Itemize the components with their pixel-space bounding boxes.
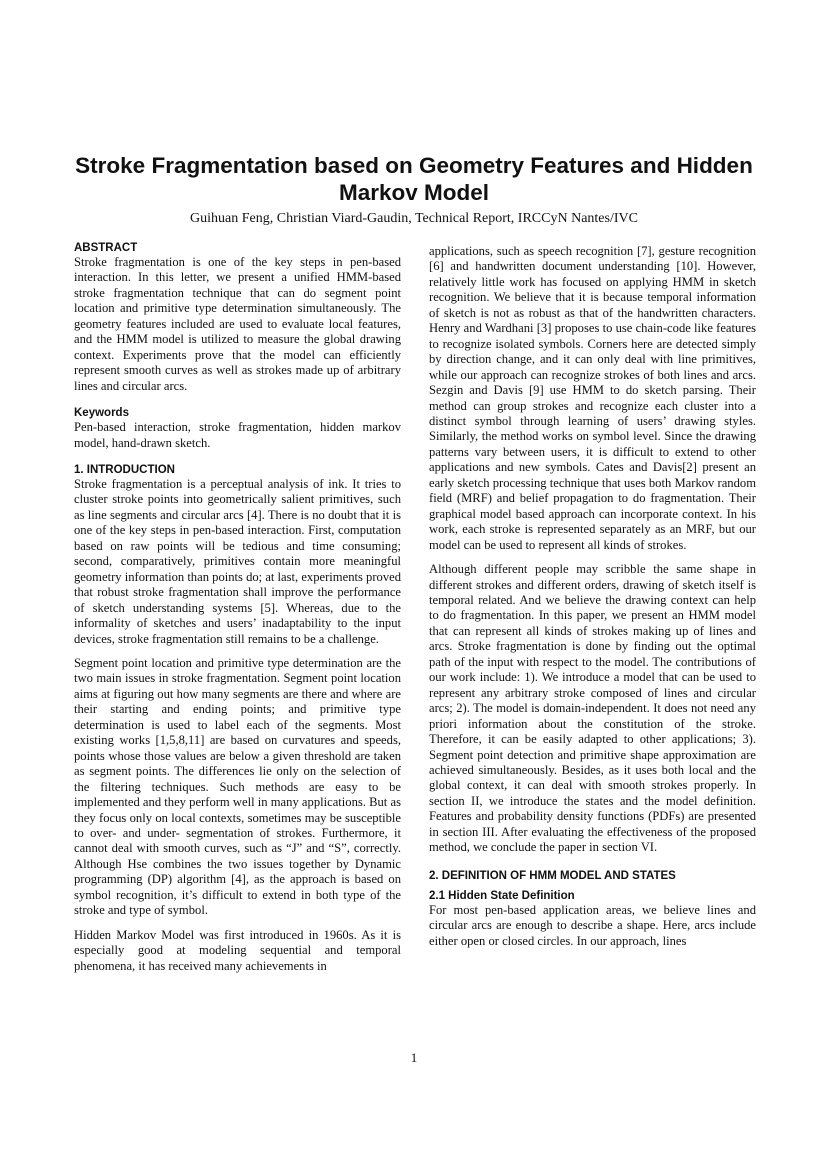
paper-title: Stroke Fragmentation based on Geometry Features and Hidden Markov Model [75,153,753,205]
body-paragraph: Although different people may scribble the same shape in different strokes and different orders, drawing of sketch itself is temporal related. And we believe the drawing context can help to do fragmentation. In this paper, we present an HMM model that can represent all kinds of strokes making up of lines and arcs. Stroke fragmentation is done by finding out the optimal path of the input with respect to the model. The contributions of our work include: 1). We introduce a model that can be used to represent any arbitrary stroke composed of lines and circular arcs; 2). The model is domain-independent. It does not need any priori information about the constitution of the stroke. Therefore, it can be easily adapted to other applications; 3). Segment point detection and primitive shape approximation are achieved simultaneously. Besides, as it uses both local and the global context, it can deal with smooth strokes properly. In section II, we introduce the states and the model definition. Features and probability density functions (PDFs) are presented in section III. After evaluating the effectiveness of the proposed method, we conclude the paper in section VI. [429,562,756,855]
keywords-text: Pen-based interaction, stroke fragmentation, hidden markov model, hand-drawn sketch. [74,420,401,450]
introduction-heading: 1. INTRODUCTION [74,463,175,476]
section-2-1-text: For most pen-based application areas, we believe lines and circular arcs are enough to describe a shape. Here, arcs include either open or closed circles. In our approach, lines [429,902,756,948]
right-column [429,244,756,949]
section-2-heading: 2. DEFINITION OF HMM MODEL AND STATES [429,869,676,882]
page-number: 1 [410,1050,418,1065]
intro-paragraph: Hidden Markov Model was first introduced in 1960s. As it is especially good at modeling sequential and temporal phenomena, it has received many achievements in [74,927,401,973]
body-paragraph: applications, such as speech recognition [7], gesture recognition [6] and handwritten document understanding [10]. However, relatively little work has focused on applying HMM in sketch recognition. We believe that it is because temporal information of sketch is not as robust as that of the handwritten characters. Henry and Wardhani [3] proposes to use chain-code like features to recognize isolated symbols. Corners here are detected simply by direction change, and it can only deal with line primitives, while our approach can recognize strokes of both lines and arcs. Sezgin and Davis [9] use HMM to do sketch parsing. Their method can group strokes and recognize each cluster into a distinct symbol through learning of users’ drawing styles. Similarly, the method works on symbol level. Since the drawing patterns vary between users, it is difficult to extend to other applications and new symbols. Cates and Davis[2] present an early sketch processing technique that uses both Markov random field (MRF) and belief propagation to do fragmentation. Their graphical model based approach can incorporate context. In his work, each stroke is represented separately as an MRF, but our model can be used to represent all kinds of strokes. [429,244,756,552]
abstract-heading: ABSTRACT [74,242,138,254]
intro-paragraph: Stroke fragmentation is a perceptual analysis of ink. It tries to cluster stroke points into geometrically salient primitives, such as line segments and circular arcs [4]. There is no doubt that it is one of the key steps in pen-based interaction. First, computation based on raw points will be tedious and time consuming; second, comparatively, primitives contain more meaningful geometry information than points do; at last, experiments proved that robust stroke fragmentation shall improve the performance of sketch understanding systems [5]. Whereas, due to the informality of sketches and users’ inadaptability to the input devices, stroke fragmentation still remains to be a challenge. [74,476,402,646]
section-2-1-heading: 2.1 Hidden State Definition [429,889,575,902]
abstract-text: Stroke fragmentation is one of the key steps in pen-based interaction. In this letter, we present a unified HMM-based stroke fragmentation technique that can do segment point location and primitive type determination simultaneously. The geometry features included are used to evaluate local features, and the HMM model is utilized to measure the global drawing context. Experiments prove that the model can efficiently represent smooth curves as well as strokes made up of arbitrary lines and circular arcs. [74,255,401,393]
intro-paragraph: Segment point location and primitive type determination are the two main issues in stroke fragmentation. Segment point location aims at figuring out how many segments are there and where are their starting and ending points; and primitive type determination is used to label each of the segments. Most existing works [1,5,8,11] are based on curvatures and speeds, points whose those values are below a given threshold are taken as segment points. The differences lie only on the selection of the filtering techniques. Such methods are easy to be implemented and they perform well in many applications. But as they focus only on local contexts, sometimes may be susceptible to over- and under- segmentation of strokes. Furthermore, it cannot deal with smooth curves, such as “J” and “S”, correctly. Although Hse combines the two issues together by Dynamic programming (DP) algorithm [4], as the approach is based on symbol recognition, it’s difficult to extend in both type of the stroke and type of symbol. [74,655,401,918]
left-column [74,241,401,974]
author-line: Guihuan Feng, Christian Viard-Gaudin, Technical Report, IRCCyN Nantes/IVC [190,211,638,226]
keywords-heading: Keywords [74,407,129,420]
